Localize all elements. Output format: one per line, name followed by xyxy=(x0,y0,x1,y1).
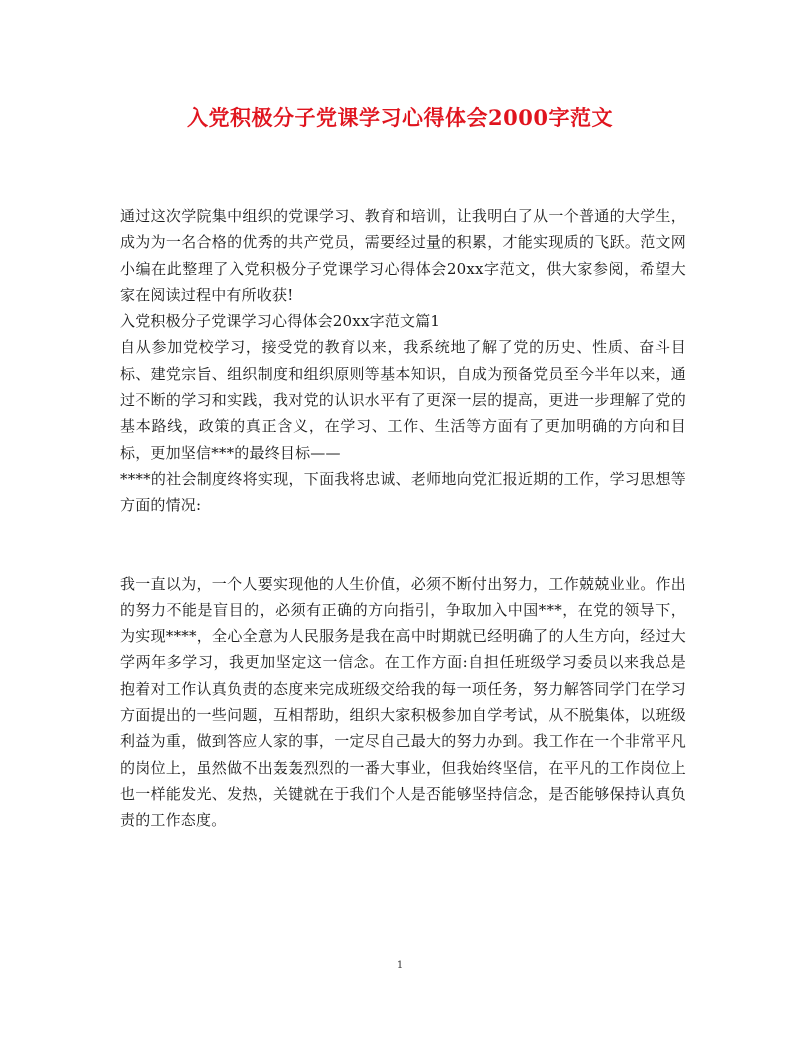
body-paragraph-3: 我一直以为，一个人要实现他的人生价值，必须不断付出努力，工作兢兢业业。作出的努力不能是盲目的，必须有正确的方向指引，争取加入中国***，在党的领导下，为实现****，全心全意为人民服务是我在高中时期就已经明确了的人生方向，经过大学两年多学习，我更加坚定这一信念。在工作方面:自担任班级学习委员以来我总是抱着对工作认真负责的态度来完成班级交给我的每一项任务，努力解答同学门在学习方面提出的一些问题，互相帮助，组织大家积极参加自学考试，从不脱集体，以班级利益为重，做到答应人家的事，一定尽自己最大的努力办到。我工作在一个非常平凡的岗位上，虽然做不出轰轰烈烈的一番大事业，但我始终坚信，在平凡的工作岗位上也一样能发光、发热，关键就在于我们个人是否能够坚持信念，是否能够保持认真负责的工作态度。 xyxy=(120,574,686,830)
document-body xyxy=(120,203,686,834)
document-title: 入党积极分子党课学习心得体会2000字范文 xyxy=(187,105,613,130)
paragraph-spacer xyxy=(120,519,686,571)
page-number: 1 xyxy=(396,960,404,971)
body-paragraph-1: 自从参加党校学习，接受党的教育以来，我系统地了解了党的历史、性质、奋斗目标、建党宗旨、组织制度和组织原则等基本知识，自成为预备党员至今半年以来，通过不断的学习和实践，我对党的认识水平有了更深一层的提高，更进一步理解了党的基本路线，政策的真正含义，在学习、工作、生活等方面有了更加明确的方向和目标，更加坚信***的最终目标—— xyxy=(120,338,686,462)
intro-paragraph: 通过这次学院集中组织的党课学习、教育和培训，让我明白了从一个普通的大学生，成为为一名合格的优秀的共产党员，需要经过量的积累，才能实现质的飞跃。范文网小编在此整理了入党积极分子党课学习心得体会20xx字范文，供大家参阅，希望大家在阅读过程中有所收获! xyxy=(120,207,686,304)
body-paragraph-2: ****的社会制度终将实现，下面我将忠诚、老师地向党汇报近期的工作，学习思想等方面的情况: xyxy=(120,469,686,515)
section-heading: 入党积极分子党课学习心得体会20xx字范文篇1 xyxy=(120,312,441,331)
